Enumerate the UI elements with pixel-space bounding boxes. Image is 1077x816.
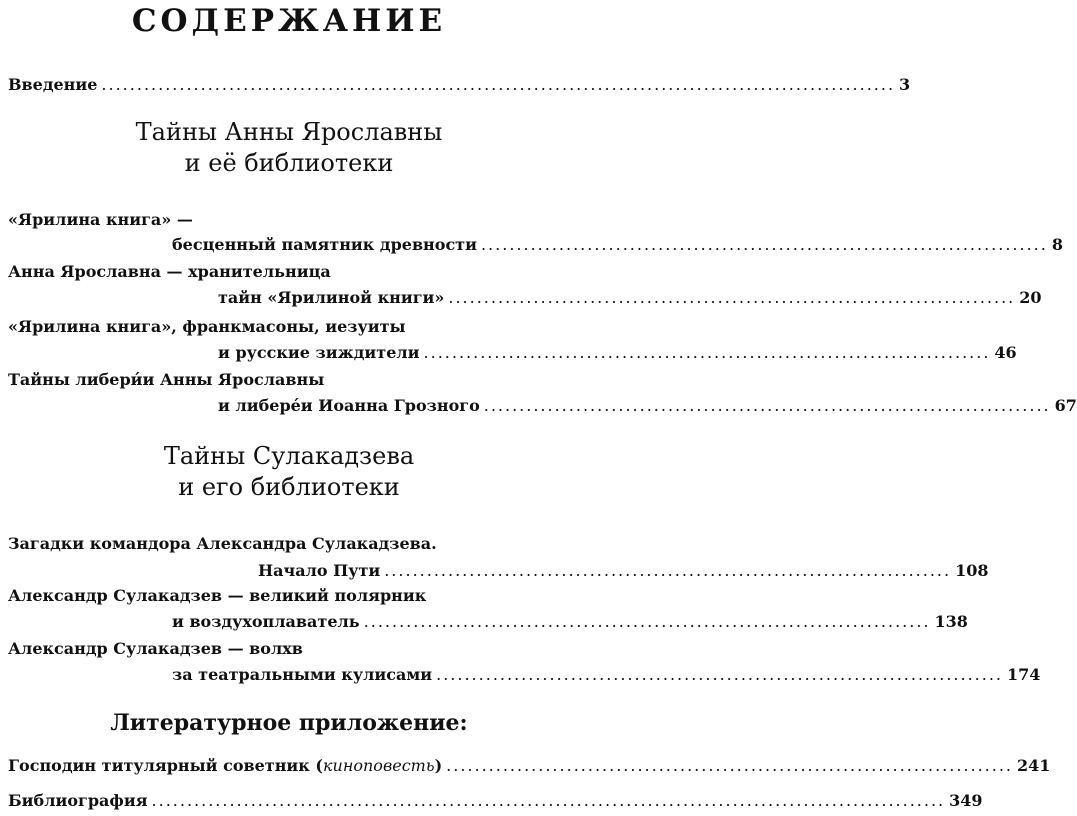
leader-dots: ................................................................................ <box>436 665 1003 684</box>
section-heading-sulakadzev <box>0 441 578 503</box>
toc-page-number: 108 <box>955 561 989 580</box>
section-heading-line: Тайны Сулакадзева <box>163 442 415 470</box>
toc-entry-label: за театральными кулисами <box>172 665 433 684</box>
toc-entry-line[interactable] <box>8 637 303 661</box>
toc-entry-line[interactable] <box>8 315 406 339</box>
toc-entry-label: Тайны либери́и Анны Ярославны <box>8 370 325 389</box>
page-title: СОДЕРЖАНИЕ <box>131 3 447 39</box>
toc-entry-label: Александр Сулакадзев — великий полярник <box>8 586 427 605</box>
toc-entry-label: Александр Сулакадзев — волхв <box>8 639 303 658</box>
leader-dots: ................................................................................ <box>384 561 952 580</box>
toc-entry-line[interactable] <box>8 208 193 232</box>
toc-entry-yarilina[interactable] <box>172 233 1063 257</box>
leader-dots: ................................................................................ <box>483 396 1051 415</box>
toc-page-number: 46 <box>994 343 1017 362</box>
section-heading-line: и её библиотеки <box>184 149 394 177</box>
toc-entry-label: бесценный памятник древности <box>172 235 477 254</box>
section-heading-anna <box>0 117 578 179</box>
toc-entry-label: Библиография <box>8 791 148 810</box>
toc-entry-line[interactable] <box>8 368 324 392</box>
leader-dots: ................................................................................ <box>363 612 931 631</box>
toc-entry-intro[interactable] <box>8 73 911 97</box>
toc-entry-polar[interactable] <box>172 610 968 634</box>
section-heading-line: Тайны Анны Ярославны <box>135 118 443 146</box>
toc-entry-label: Введение <box>8 75 98 94</box>
toc-entry-label: «Ярилина книга», франкмасоны, иезуиты <box>8 317 406 336</box>
toc-entry-label: и воздухоплаватель <box>172 612 360 631</box>
toc-entry-freemasons[interactable] <box>218 341 1017 365</box>
toc-entry-keeper[interactable] <box>218 286 1042 310</box>
toc-entry-text: Господин титулярный советник ( <box>8 756 323 775</box>
toc-entry-line[interactable] <box>8 532 437 556</box>
leader-dots: ................................................................................ <box>446 756 1014 775</box>
toc-page-number: 241 <box>1017 756 1051 775</box>
toc-entry-label: Загадки командора Александра Сулакадзева. <box>8 534 437 553</box>
toc-entry-bibliography[interactable] <box>8 789 983 813</box>
toc-entry-magus[interactable] <box>172 663 1041 687</box>
toc-entry-label: и либере́и Иоанна Грозного <box>218 396 480 415</box>
toc-entry-genre: киноповесть <box>322 756 435 775</box>
toc-entry-paren: ) <box>434 756 443 775</box>
leader-dots: ................................................................................ <box>448 288 1016 307</box>
toc-page-number: 8 <box>1051 235 1063 254</box>
toc-entry-label: тайн «Ярилиной книги» <box>218 288 445 307</box>
toc-entry-line[interactable] <box>8 584 426 608</box>
leader-dots: ................................................................................ <box>423 343 991 362</box>
toc-page-number: 349 <box>949 791 983 810</box>
toc-entry-libraries[interactable] <box>218 394 1077 418</box>
leader-dots: ................................................................................................................ <box>101 75 896 94</box>
toc-page-number: 138 <box>934 612 968 631</box>
section-heading-line: и его библиотеки <box>178 473 400 501</box>
toc-entry-novel[interactable] <box>8 754 1051 778</box>
toc-page-number: 20 <box>1019 288 1042 307</box>
toc-entry-label: Начало Пути <box>258 561 381 580</box>
toc-page-number: 3 <box>899 75 911 94</box>
toc-entry-line[interactable] <box>8 260 331 284</box>
toc-page-number: 67 <box>1054 396 1077 415</box>
toc-entry-label: «Ярилина книга» — <box>8 210 193 229</box>
toc-entry-commander[interactable] <box>258 559 989 583</box>
toc-entry-label: Анна Ярославна — хранительница <box>8 262 331 281</box>
appendix-heading: Литературное приложение: <box>110 710 468 736</box>
toc-page-number: 174 <box>1007 665 1041 684</box>
leader-dots: ................................................................................ <box>480 235 1048 254</box>
leader-dots: ................................................................................................................ <box>151 791 946 810</box>
toc-entry-label <box>8 754 442 778</box>
toc-entry-label: и русские зиждители <box>218 343 420 362</box>
